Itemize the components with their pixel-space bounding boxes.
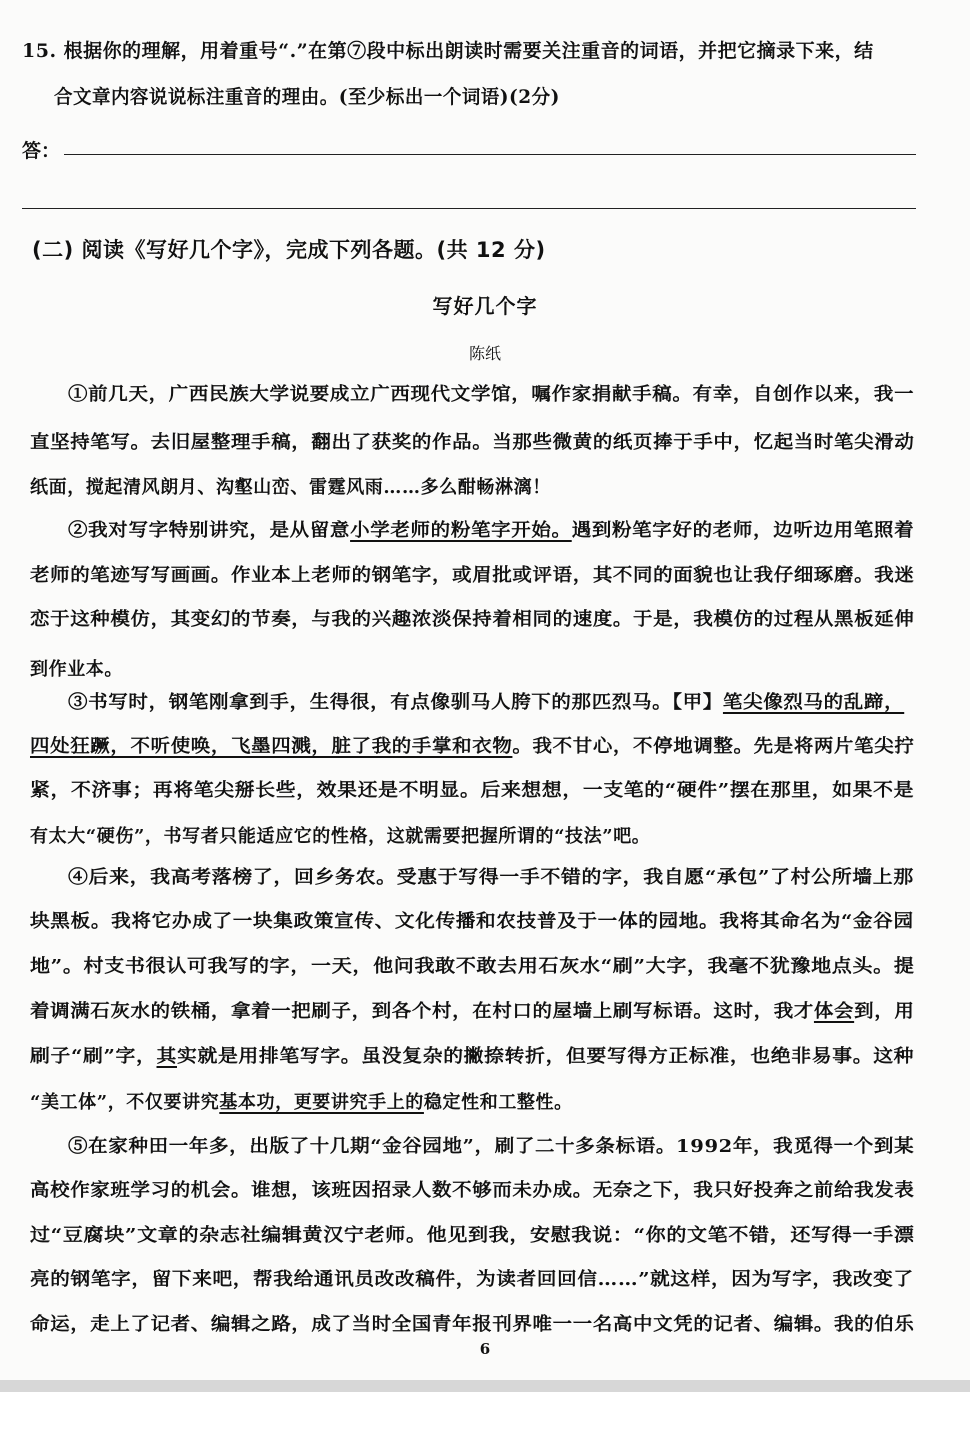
paragraph-3-line-2: 四处狂蹶，不听使唤，飞墨四溅，脏了我的手掌和衣物。我不甘心，不停地调整。先是将两片笔尖拧: [30, 736, 915, 757]
paragraph-3-line-3: 紧，不济事；再将笔尖掰长些，效果还是不明显。后来想想，一支笔的“硬件”摆在那里，如果不是: [30, 780, 915, 801]
section-heading: (二) 阅读《写好几个字》，完成下列各题。(共 12 分): [32, 238, 546, 262]
question-15-line-2: 合文章内容说说标注重音的理由。(至少标出一个词语)(2分): [54, 86, 560, 108]
paragraph-5-line-5: 命运，走上了记者、编辑之路，成了当时全国青年报刊界唯一一名高中文凭的记者、编辑。我的伯乐: [30, 1314, 915, 1335]
paragraph-1-line-2: 直坚持笔写。去旧屋整理手稿，翻出了获奖的作品。当那些微黄的纸页捧于手中，忆起当时笔尖滑动: [30, 432, 915, 453]
article-title: 写好几个字: [432, 294, 538, 318]
answer-label: 答：: [22, 140, 61, 162]
paragraph-2-line-1: ②我对写字特别讲究，是从留意小学老师的粉笔字开始。遇到粉笔字好的老师，边听边用笔照着: [68, 520, 915, 541]
answer-line-2[interactable]: [22, 208, 916, 209]
bottom-strip: [0, 1380, 970, 1392]
underlined-sentence-jia-cont: 四处狂蹶，不听使唤，飞墨四溅，脏了我的手掌和衣物: [30, 736, 513, 757]
paragraph-4-line-2: 块黑板。我将它办成了一块集政策宣传、文化传播和农技普及于一体的园地。我将其命名为“金谷园: [30, 911, 914, 932]
question-15-line-1: 15. 根据你的理解，用着重号“.”在第⑦段中标出朗读时需要关注重音的词语，并把它摘录下来，结: [22, 40, 874, 62]
underlined-phrase: 小学老师的粉笔字开始。: [350, 520, 572, 541]
paragraph-5-line-3: 过“豆腐块”文章的杂志社编辑黄汉宁老师。他见到我，安慰我说：“你的文笔不错，还写得一手漂: [30, 1225, 915, 1246]
underlined-sentence-jia: 笔尖像烈马的乱蹄，: [722, 692, 905, 713]
paragraph-3-line-4: 有太大“硬伤”，书写者只能适应它的性格，这就需要把握所谓的“技法”吧。: [30, 826, 651, 847]
paragraph-2-line-3: 恋于这种模仿，其变幻的节奏，与我的兴趣浓淡保持着相同的速度。于是，我模仿的过程从黑板延伸: [30, 609, 915, 630]
paragraph-5-line-1: ⑤在家种田一年多，出版了十几期“金谷园地”，刷了二十多条标语。1992年，我觅得一个到某: [68, 1136, 915, 1157]
paragraph-1-line-3: 纸面，搅起清风朗月、沟壑山峦、雷霆风雨……多么酣畅淋漓！: [30, 477, 551, 498]
underlined-phrase-jibengong: 基本功，更要讲究手上的: [219, 1092, 424, 1113]
paragraph-4-line-6: “美工体”，不仅要讲究基本功，更要讲究手上的稳定性和工整性。: [30, 1092, 573, 1113]
paragraph-5-line-4: 亮的钢笔字，留下来吧，帮我给通讯员改改稿件，为读者回回信……”就这样，因为写字，我改变了: [30, 1269, 914, 1290]
paragraph-3-line-1: ③书写时，钢笔刚拿到手，生得很，有点像驯马人胯下的那匹烈马。【甲】笔尖像烈马的乱蹄，: [68, 692, 905, 713]
paragraph-1-line-1: ①前几天，广西民族大学说要成立广西现代文学馆，嘱作家捐献手稿。有幸，自创作以来，我一: [68, 384, 915, 405]
paragraph-4-line-3: 地”。村支书很认可我写的字，一天，他问我敢不敢去用石灰水“刷”大字，我毫不犹豫地点头。提: [30, 956, 915, 977]
paragraph-4-line-1: ④后来，我高考落榜了，回乡务农。受惠于写得一手不错的字，我自愿“承包”了村公所墙上那: [68, 867, 914, 888]
paragraph-2-line-4: 到作业本。: [30, 659, 123, 680]
paragraph-5-line-2: 高校作家班学习的机会。谁想，该班因招录人数不够而未办成。无奈之下，我只好投奔之前给我发表: [30, 1180, 915, 1201]
paragraph-2-line-2: 老师的笔迹写写画画。作业本上老师的钢笔字，或眉批或评语，其不同的面貌也让我仔细琢磨。我迷: [30, 565, 915, 586]
article-author: 陈纸: [468, 344, 501, 363]
underlined-word-qi: 其: [156, 1046, 178, 1067]
paragraph-4-line-5: 刷子“刷”字，其实就是用排笔写字。虽没复杂的撇捺转折，但要写得方正标准，也绝非易事。这种: [30, 1046, 915, 1067]
paragraph-4-line-4: 着调满石灰水的铁桶，拿着一把刷子，到各个村，在村口的屋墙上刷写标语。这时，我才体会到，用: [30, 1001, 915, 1022]
answer-line-1[interactable]: [64, 154, 916, 155]
page-number: 6: [479, 1340, 491, 1358]
underlined-word: 体会: [813, 1001, 855, 1022]
